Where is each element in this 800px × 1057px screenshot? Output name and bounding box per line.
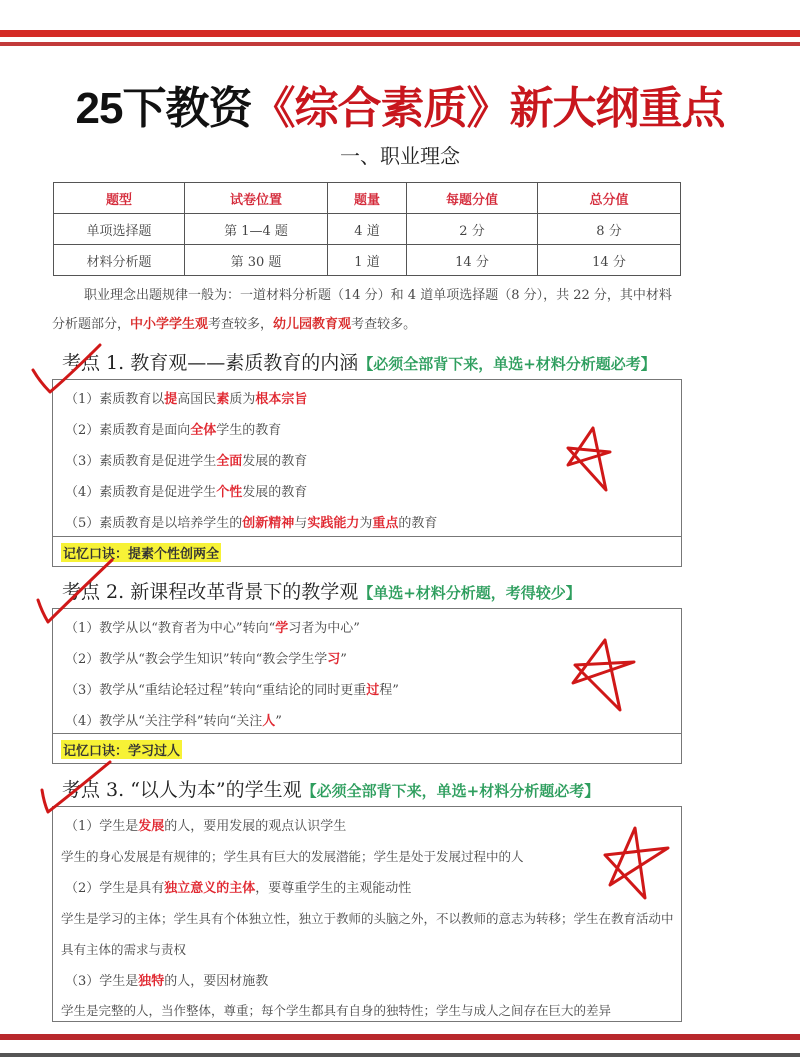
column-header: 每题分值 — [407, 183, 538, 214]
table-cell: 2 分 — [407, 214, 538, 245]
item-text: 与 — [294, 516, 308, 531]
bottom-red-rule — [0, 1034, 800, 1040]
item-text: ” — [340, 652, 347, 667]
section-title: 考点 2. 新课程改革背景下的教学观 — [62, 581, 359, 603]
list-item — [65, 450, 307, 469]
item-text: （2）学生是具有 — [65, 881, 165, 896]
highlight-text: 发展 — [138, 819, 165, 834]
list-item — [65, 877, 411, 896]
mnemonic-row — [53, 733, 681, 764]
column-header: 题量 — [328, 183, 407, 214]
column-header: 题型 — [54, 183, 185, 214]
item-text: 的人，要用发展的观点认识学生 — [164, 819, 347, 834]
list-item — [65, 512, 437, 531]
item-text: 质为 — [229, 392, 256, 407]
list-item — [65, 710, 282, 729]
chapter-subtitle: 一、职业理念 — [340, 144, 460, 168]
section-title: 考点 3. “以人为本”的学生观 — [62, 779, 302, 801]
top-red-rule-thin — [0, 42, 800, 46]
item-text: （1）素质教育以 — [65, 392, 165, 407]
table-cell: 4 道 — [328, 214, 407, 245]
explanation-line: 学生的身心发展是有规律的；学生具有巨大的发展潜能；学生是处于发展过程中的人 — [61, 849, 524, 864]
list-item — [65, 419, 281, 438]
item-text: 发展的教育 — [242, 454, 308, 469]
intro-text: 分析题部分， — [52, 317, 131, 332]
item-text: 为 — [359, 516, 373, 531]
section-box-3 — [52, 806, 682, 1022]
explanation-line: 学生是学习的主体；学生具有个体独立性，独立于教师的头脑之外，不以教师的意志为转移；学生在教育活动中 — [61, 911, 674, 926]
highlight-text: 个性 — [216, 485, 243, 500]
highlight-text: 全体 — [190, 423, 217, 438]
table-cell: 8 分 — [538, 214, 681, 245]
list-item — [65, 815, 346, 834]
highlight-text: 重点 — [372, 516, 399, 531]
highlight-text: 中小学学生观 — [130, 317, 209, 332]
highlight-text: 全面 — [216, 454, 243, 469]
intro-paragraph-line2 — [52, 315, 752, 335]
highlight-text: 过 — [366, 683, 380, 698]
item-text: 高国民 — [177, 392, 217, 407]
item-text: （1）教学从以“教育者为中心”转向“ — [65, 621, 276, 636]
item-text: 的教育 — [398, 516, 438, 531]
intro-text: 考查较多， — [208, 317, 274, 332]
highlight-text: 习 — [327, 652, 341, 667]
title-prefix: 25下教资 — [75, 84, 252, 133]
table-cell: 14 分 — [538, 245, 681, 276]
list-item — [65, 388, 307, 407]
item-text: （4）教学从“关注学科”转向“关注 — [65, 714, 263, 729]
item-text: ，要尊重学生的主观能动性 — [255, 881, 412, 896]
page-title — [0, 72, 800, 136]
column-header: 试卷位置 — [185, 183, 328, 214]
item-text: （1）学生是 — [65, 819, 139, 834]
bottom-gray-rule — [0, 1053, 800, 1057]
item-text: （3）素质教育是促进学生 — [65, 454, 217, 469]
item-text: 习者为中心” — [288, 621, 360, 636]
highlight-text: 实践能力 — [307, 516, 360, 531]
table-row — [54, 245, 681, 276]
item-text: 学生的教育 — [216, 423, 282, 438]
item-text: （2）素质教育是面向 — [65, 423, 191, 438]
highlight-text: 素 — [216, 392, 230, 407]
item-text: （3）教学从“重结论轻过程”转向“重结论的同时更重 — [65, 683, 367, 698]
table-cell: 14 分 — [407, 245, 538, 276]
explanation-line: 学生是完整的人，当作整体，尊重；每个学生都具有自身的独特性；学生与成人之间存在巨大的差异 — [61, 1003, 612, 1018]
question-type-table — [53, 182, 681, 276]
highlight-text: 独立意义的主体 — [164, 881, 256, 896]
section-note: 【必须全部背下来，单选+材料分析题必考】 — [301, 782, 600, 800]
section-note: 【必须全部背下来，单选+材料分析题必考】 — [358, 355, 656, 373]
explanation-line: 具有主体的需求与责权 — [61, 942, 187, 957]
highlight-text: 学 — [275, 621, 289, 636]
mnemonic-text: 记忆口诀：提素个性创两全 — [61, 543, 221, 562]
table-header-row — [54, 183, 681, 214]
column-header: 总分值 — [538, 183, 681, 214]
list-item — [65, 679, 399, 698]
table-cell: 材料分析题 — [54, 245, 185, 276]
table-cell: 第 30 题 — [185, 245, 328, 276]
highlight-text: 提 — [164, 392, 178, 407]
intro-paragraph-line1: 职业理念出题规律一般为：一道材料分析题（14 分）和 4 道单项选择题（8 分），共 22 分，其中材料 — [84, 288, 672, 303]
table-cell: 单项选择题 — [54, 214, 185, 245]
list-item — [65, 970, 268, 989]
highlight-text: 人 — [262, 714, 276, 729]
item-text: （2）教学从“教会学生知识”转向“教会学生学 — [65, 652, 328, 667]
section-box-1 — [52, 379, 682, 567]
section-heading-1 — [62, 348, 656, 375]
item-text: 发展的教育 — [242, 485, 308, 500]
item-text: 的人，要因材施教 — [164, 974, 269, 989]
section-title: 考点 1. 教育观——素质教育的内涵 — [62, 352, 359, 374]
title-highlight: 《综合素质》新大纲重点 — [251, 84, 725, 133]
top-red-rule-thick — [0, 30, 800, 37]
section-heading-3 — [62, 775, 599, 802]
section-heading-2 — [62, 577, 581, 604]
list-item — [65, 617, 360, 636]
table-row — [54, 214, 681, 245]
item-text: ” — [275, 714, 282, 729]
item-text: （4）素质教育是促进学生 — [65, 485, 217, 500]
item-text: （3）学生是 — [65, 974, 139, 989]
highlight-text: 独特 — [138, 974, 165, 989]
highlight-text: 创新精神 — [242, 516, 295, 531]
item-text: 程” — [379, 683, 399, 698]
list-item — [65, 648, 347, 667]
section-box-2 — [52, 608, 682, 764]
mnemonic-text: 记忆口诀：学习过人 — [61, 740, 182, 759]
list-item — [65, 481, 307, 500]
mnemonic-row — [53, 536, 681, 567]
intro-text: 考查较多。 — [351, 317, 417, 332]
item-text: （5）素质教育是以培养学生的 — [65, 516, 243, 531]
table-cell: 1 道 — [328, 245, 407, 276]
table-cell: 第 1—4 题 — [185, 214, 328, 245]
highlight-text: 幼儿园教育观 — [273, 317, 352, 332]
highlight-text: 根本宗旨 — [255, 392, 308, 407]
section-note: 【单选+材料分析题，考得较少】 — [358, 584, 581, 602]
